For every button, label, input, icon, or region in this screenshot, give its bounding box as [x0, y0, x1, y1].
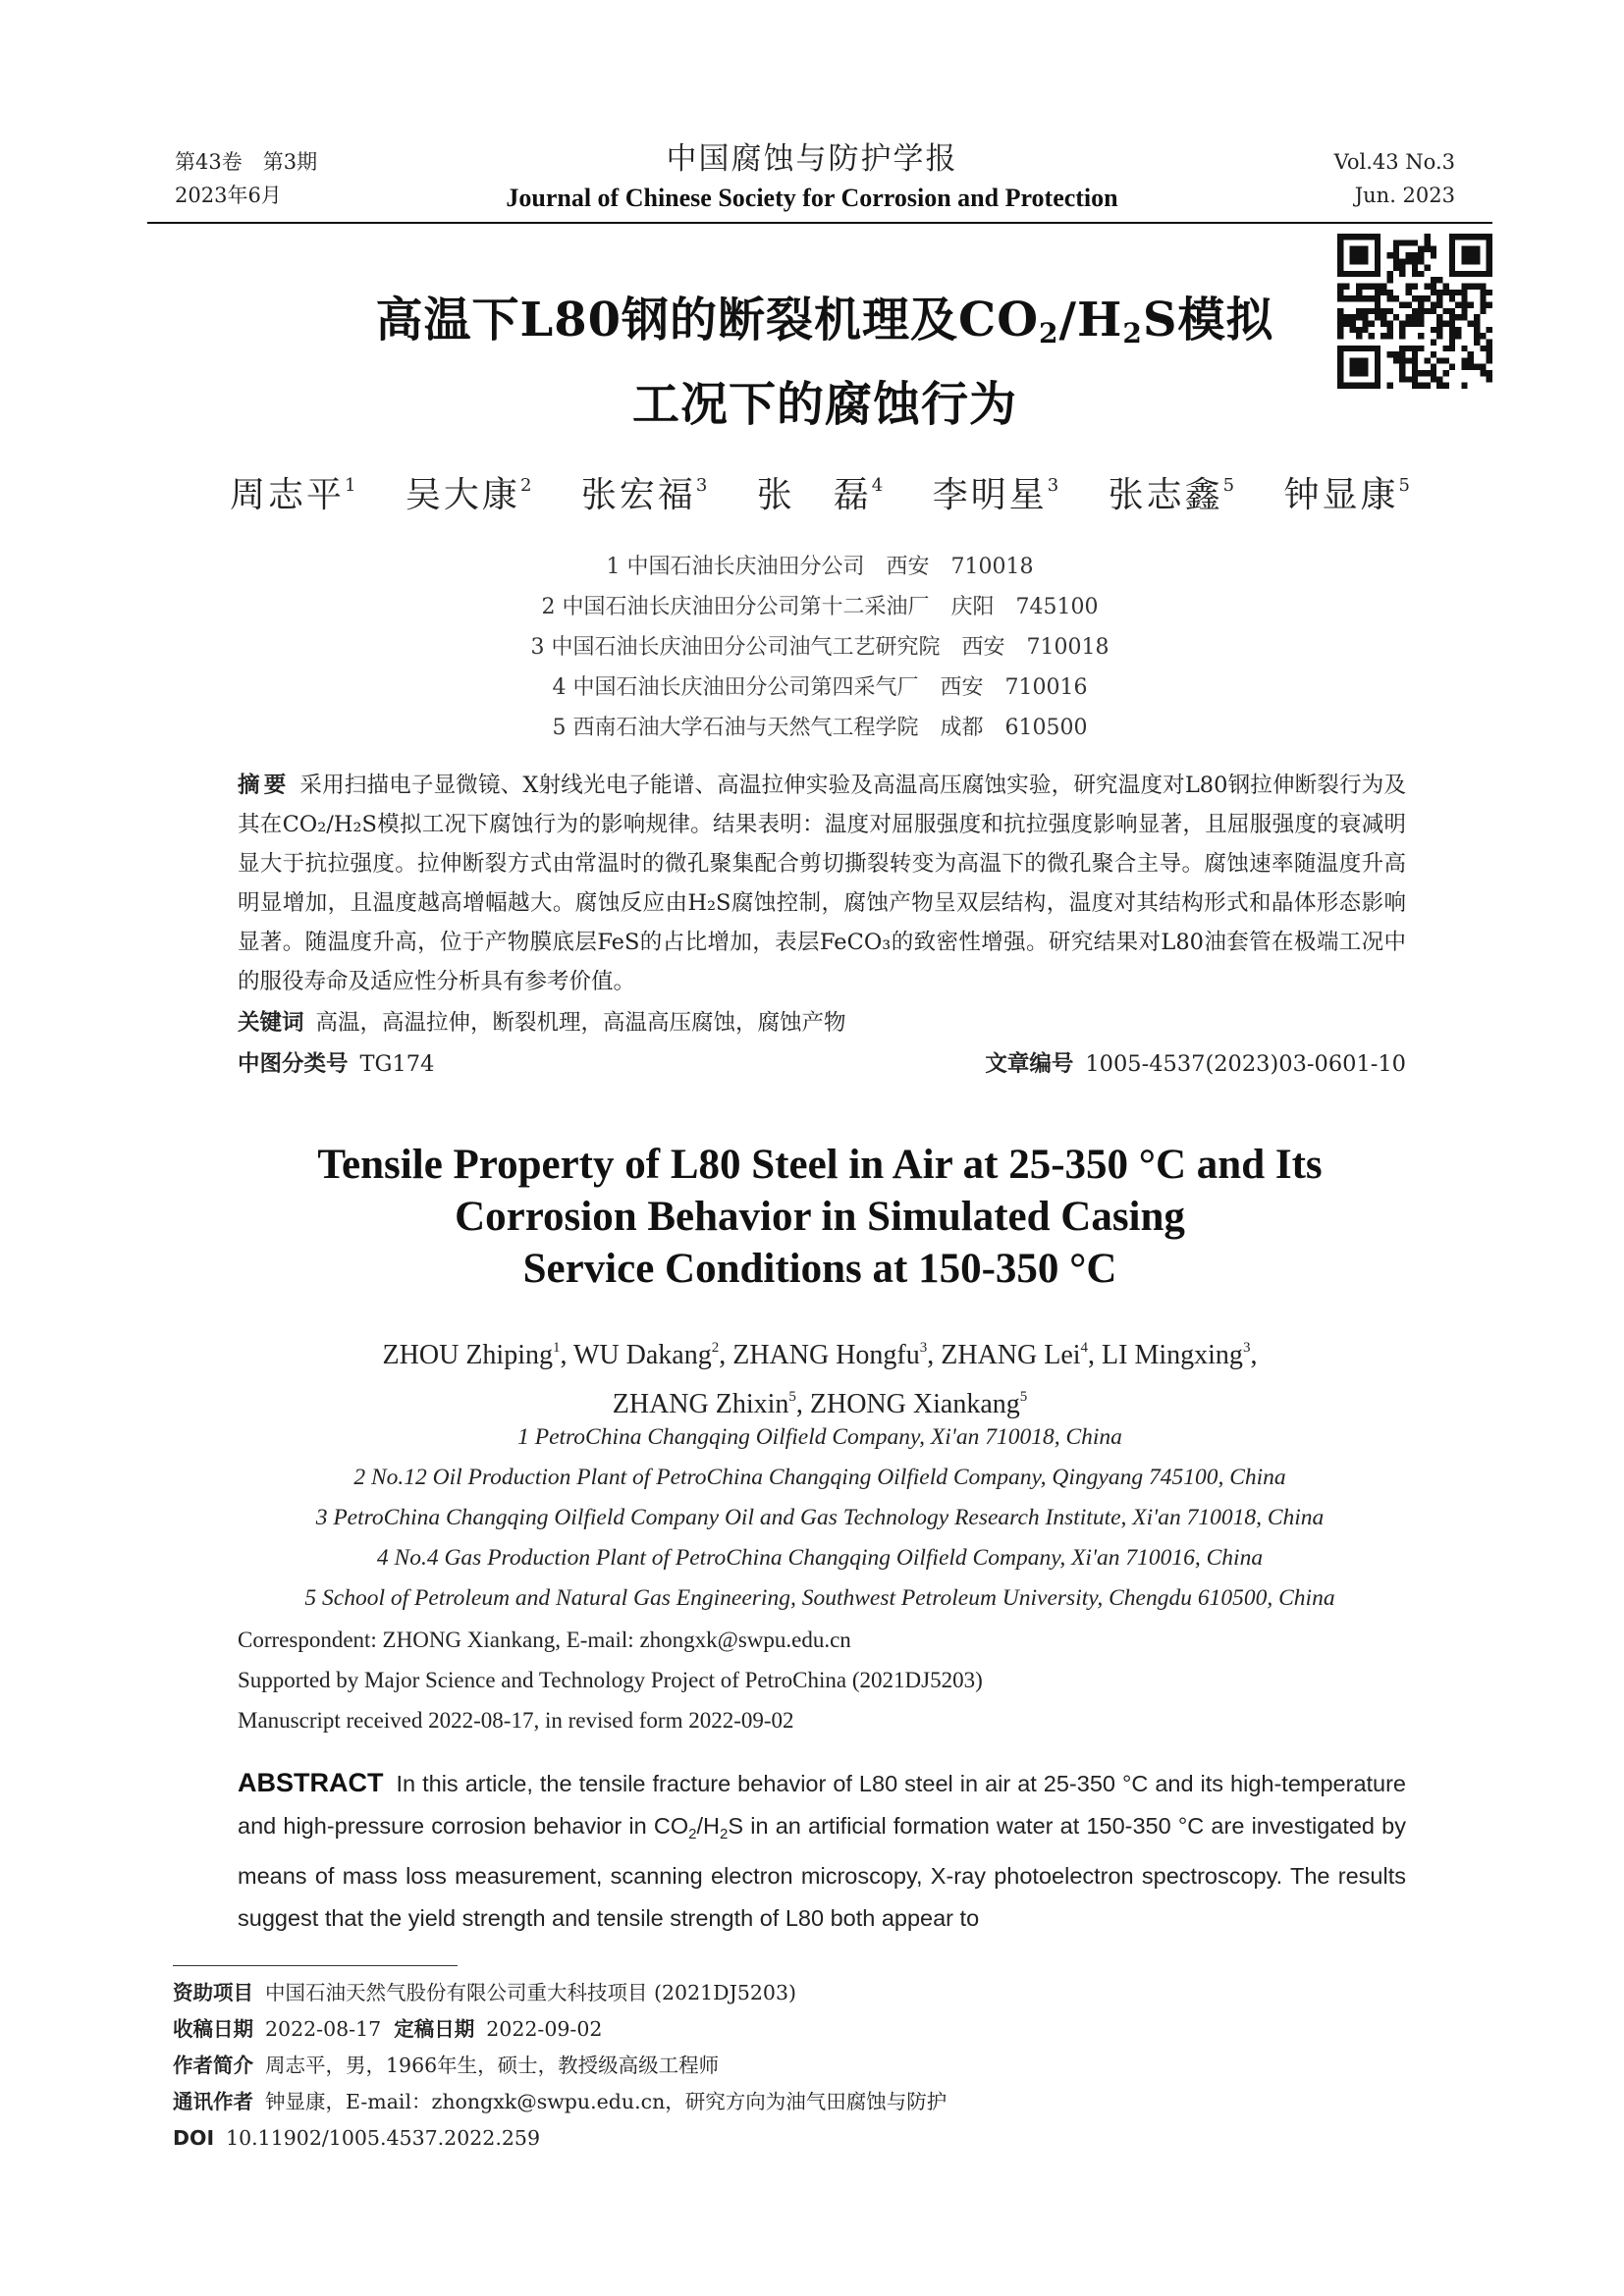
classification-row	[238, 1046, 1406, 1082]
authors-en	[147, 1327, 1492, 1425]
affiliation-cn: 2 中国石油长庆油田分公司第十二采油厂 庆阳 745100	[541, 595, 1099, 619]
author-en: ZHANG Hongfu$^3$,	[732, 1340, 942, 1370]
author-en: ZHOU Zhiping$^1$,	[382, 1340, 573, 1370]
footnote-doi: DOI 10.11902/1005.4537.2022.259	[173, 2126, 540, 2150]
author-cn: 李明星$^3$	[932, 475, 1059, 515]
affiliation-cn: 3 中国石油长庆油田分公司油气工艺研究院 西安 710018	[530, 635, 1110, 660]
authors-cn	[147, 461, 1492, 520]
article-meta-en	[238, 1620, 1416, 1740]
affiliation-en: 4 No.4 Gas Production Plant of PetroChina Changqing Oilfield Company, Xi'an 710016, China	[376, 1545, 1264, 1571]
author-en: ZHANG Zhixin$^5$,	[612, 1389, 810, 1419]
author-cn: 钟显康$^5$	[1283, 475, 1410, 515]
authors-en-line1	[147, 1327, 1492, 1376]
author-cn: 周志平$^1$	[230, 475, 356, 515]
title-cn	[177, 285, 1473, 440]
volume-cn: 第43卷 第3期	[175, 150, 318, 174]
received-dates: Manuscript received 2022-08-17, in revised form 2022-09-02	[238, 1708, 794, 1733]
issue-info-en	[1334, 145, 1455, 212]
article-number: 文章编号 1005-4537(2023)03-0601-10	[985, 1051, 1406, 1077]
footnote-corresponding: 通讯作者 钟显康，E-mail：zhongxk@swpu.edu.cn，研究方向为油气田腐蚀与防护	[173, 2090, 947, 2113]
title-cn-line1: 高温下L80钢的断裂机理及$CO_2/H_2S$模拟	[375, 293, 1274, 349]
affiliation-en: 1 PetroChina Changqing Oilfield Company, Xi'an 710018, China	[517, 1424, 1122, 1450]
author-cn: 张志鑫$^5$	[1108, 475, 1235, 515]
footnote-dates: 收稿日期 2022-08-17 定稿日期 2022-09-02	[173, 2017, 603, 2041]
author-en: WU Dakang$^2$,	[572, 1340, 733, 1370]
author-en: LI Mingxing$^3$,	[1102, 1340, 1258, 1370]
affiliation-cn: 4 中国石油长庆油田分公司第四采气厂 西安 710016	[552, 675, 1088, 700]
author-cn: 吴大康$^2$	[405, 475, 532, 515]
title-en-line: Corrosion Behavior in Simulated Casing	[455, 1194, 1185, 1240]
footnote-rule	[173, 1965, 458, 1966]
affiliation-cn: 1 中国石油长庆油田分公司 西安 710018	[606, 555, 1034, 579]
title-en	[147, 1139, 1492, 1295]
keywords-cn	[238, 1005, 1406, 1041]
funding: Supported by Major Science and Technology Project of PetroChina (2021DJ5203)	[238, 1668, 983, 1692]
abstract-cn	[238, 766, 1406, 1001]
footnote-funding: 资助项目 中国石油天然气股份有限公司重大科技项目 (2021DJ5203)	[173, 1981, 797, 2004]
correspondent: Correspondent: ZHONG Xiankang, E-mail: zhongxk@swpu.edu.cn	[238, 1628, 851, 1652]
abstract-en-label: ABSTRACT	[238, 1768, 384, 1797]
volume-en: Vol.43 No.3	[1333, 150, 1455, 174]
keywords-text: 高温，高温拉伸，断裂机理，高温高压腐蚀，腐蚀产物	[315, 1010, 846, 1036]
footnotes	[173, 1975, 1400, 2157]
keywords-label: 关键词	[238, 1010, 304, 1036]
affiliations-cn	[147, 547, 1492, 748]
affiliation-cn: 5 西南石油大学石油与天然气工程学院 成都 610500	[552, 716, 1088, 740]
clc-number: 中图分类号 TG174	[238, 1051, 435, 1077]
title-en-line: Service Conditions at 150-350 °C	[522, 1246, 1117, 1292]
abstract-cn-label: 摘要	[238, 773, 291, 798]
footnote-author-bio: 作者简介 周志平，男，1966年生，硕士，教授级高级工程师	[173, 2054, 720, 2077]
author-cn: 张 磊$^4$	[756, 475, 884, 515]
author-cn: 张宏福$^3$	[580, 475, 708, 515]
affiliation-en: 3 PetroChina Changqing Oilfield Company Oil and Gas Technology Research Institute, Xi'an 710018, China	[315, 1505, 1325, 1530]
journal-name-cn: 中国腐蚀与防护学报	[666, 141, 958, 177]
abstract-en: ABSTRACT In this article, the tensile fracture behavior of L80 steel in air at 25-350 °C and its high-temperature and high-pressure corrosion behavior in $CO_2/H_2S$ in an artificial formation water at 150-350 °C are investigated by means of mass loss measurement, scanning electron microscopy, X-ray photoelectron spectroscopy. The results suggest that the yield strength and tensile strength of L80 both appear to	[238, 1768, 1407, 1931]
affiliation-en: 2 No.12 Oil Production Plant of PetroChina Changqing Oilfield Company, Qingyang 745100, China	[353, 1465, 1286, 1490]
title-cn-line2: 工况下的腐蚀行为	[631, 377, 1017, 432]
affiliation-en: 5 School of Petroleum and Natural Gas Engineering, Southwest Petroleum University, Chengdu 610500, China	[304, 1585, 1335, 1611]
author-en: ZHANG Lei$^4$,	[941, 1340, 1103, 1370]
abstract-cn-text: 采用扫描电子显微镜、X射线光电子能谱、高温拉伸实验及高温高压腐蚀实验，研究温度对L80钢拉伸断裂行为及其在CO₂/H₂S模拟工况下腐蚀行为的影响规律。结果表明：温度对屈服强度和抗拉强度影响显著，且屈服强度的衰减明显大于抗拉强度。拉伸断裂方式由常温时的微孔聚集配合剪切撕裂转变为高温下的微孔聚合主导。腐蚀速率随温度升高明显增加，且温度越高增幅越大。腐蚀反应由H₂S腐蚀控制，腐蚀产物呈双层结构，温度对其结构形式和晶体形态影响显著。随温度升高，位于产物膜底层FeS的占比增加，表层FeCO₃的致密性增强。研究结果对L80油套管在极端工况中的服役寿命及适应性分析具有参考价值。	[238, 773, 1406, 994]
affiliations-en	[147, 1417, 1492, 1619]
date-en: Jun. 2023	[1354, 184, 1455, 207]
journal-name-en: Journal of Chinese Society for Corrosion and Protection	[506, 184, 1118, 212]
author-en: ZHONG Xiankang$^5$	[809, 1389, 1028, 1419]
title-en-line: Tensile Property of L80 Steel in Air at 25-350 °C and Its	[317, 1142, 1323, 1188]
header-rule	[147, 222, 1492, 224]
date-cn: 2023年6月	[175, 184, 282, 207]
